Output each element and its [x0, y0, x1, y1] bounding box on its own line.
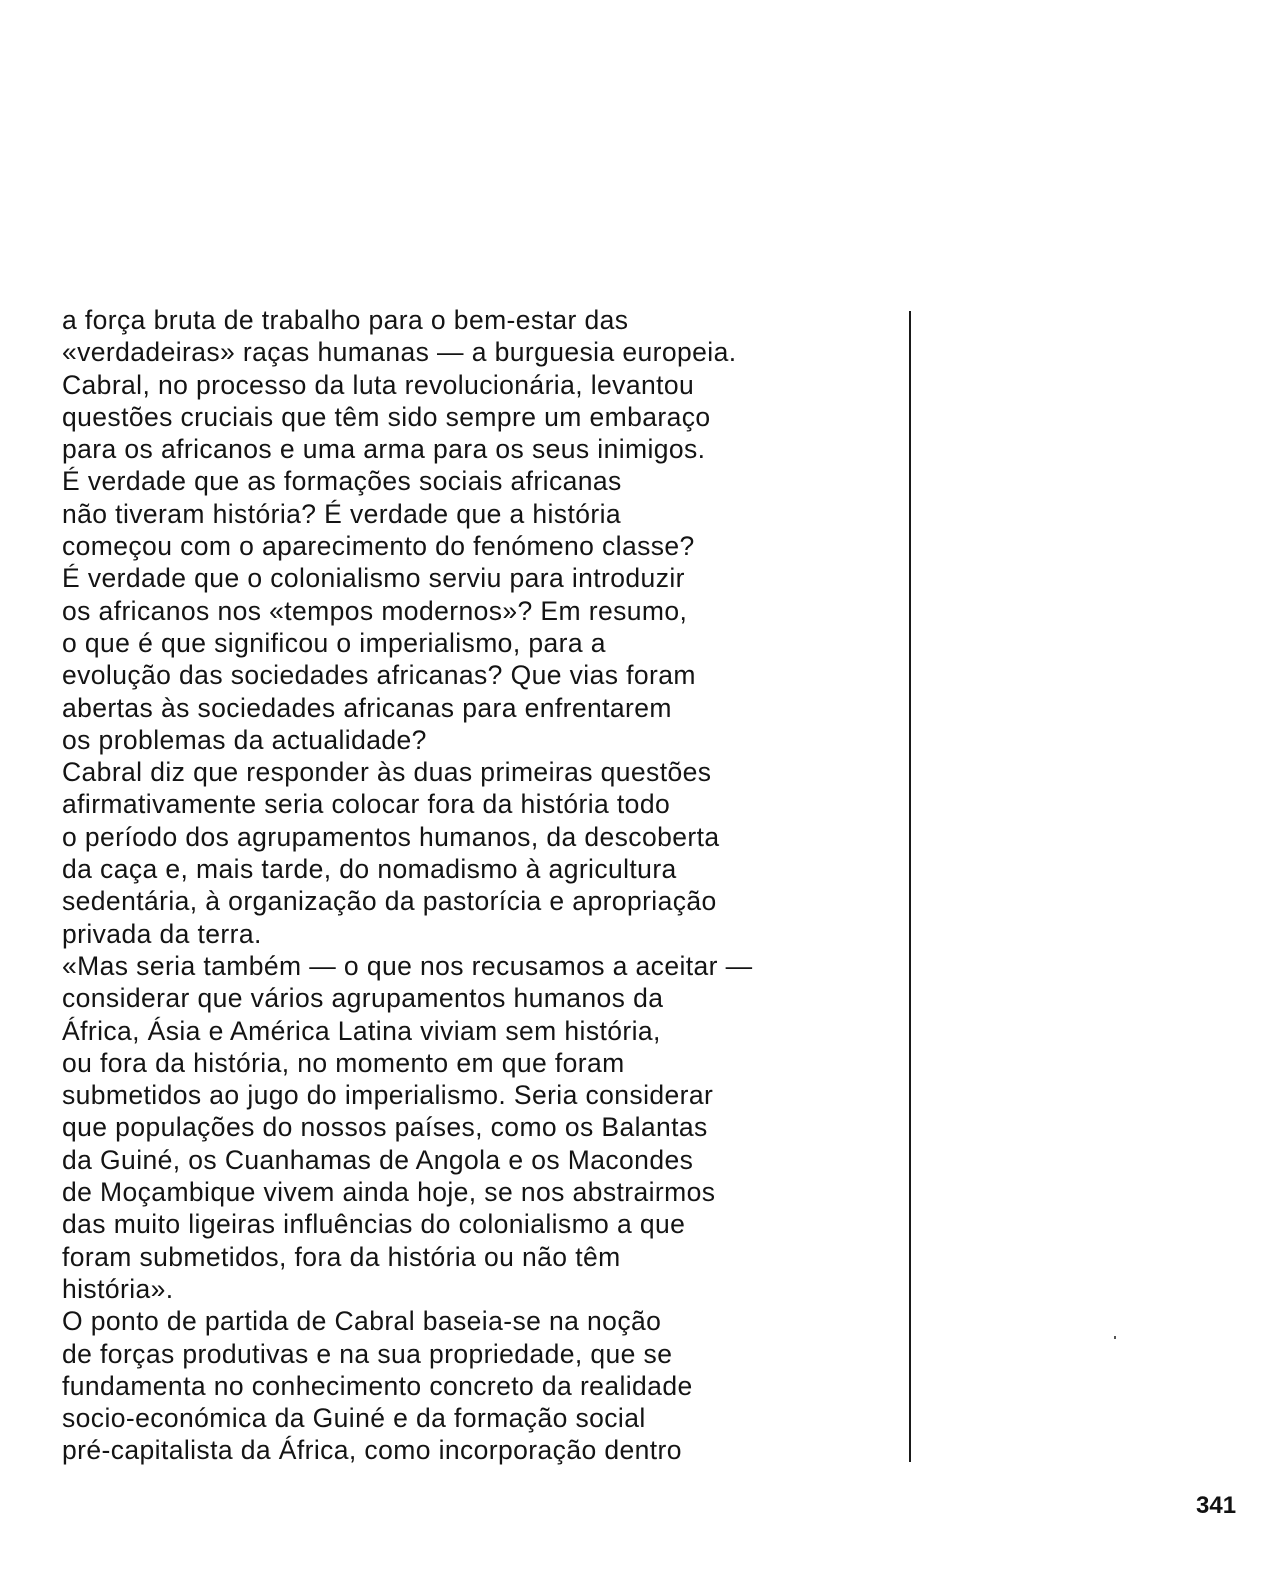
text-line: considerar que vários agrupamentos humanos da [62, 983, 664, 1014]
text-line: África, Ásia e América Latina viviam sem história, [62, 1015, 661, 1046]
text-line: abertas às sociedades africanas para enfrentarem [62, 692, 672, 723]
text-line: «verdadeiras» raças humanas — a burguesia europeia. [62, 337, 737, 368]
text-line: evolução das sociedades africanas? Que vias foram [62, 660, 696, 691]
text-line: da Guiné, os Cuanhamas de Angola e os Macondes [62, 1144, 694, 1175]
text-line: não tiveram história? É verdade que a história [62, 498, 622, 529]
text-line: «Mas seria também — o que nos recusamos a aceitar — [62, 950, 753, 981]
text-line: para os africanos e uma arma para os seus inimigos. [62, 434, 706, 465]
page-number: 341 [1196, 1492, 1237, 1519]
scan-speck [1114, 1336, 1116, 1339]
body-text [62, 304, 902, 1467]
text-line: É verdade que o colonialismo serviu para introduzir [62, 563, 685, 594]
text-line: pré-capitalista da África, como incorporação dentro [62, 1435, 682, 1466]
text-line: da caça e, mais tarde, do nomadismo à agricultura [62, 854, 677, 885]
text-line: fundamenta no conhecimento concreto da realidade [62, 1370, 693, 1401]
text-line: foram submetidos, fora da história ou não têm [62, 1241, 621, 1272]
text-line: o período dos agrupamentos humanos, da descoberta [62, 821, 720, 852]
text-line: privada da terra. [62, 918, 262, 949]
text-line: das muito ligeiras influências do colonialismo a que [62, 1209, 686, 1240]
text-line: Cabral diz que responder às duas primeiras questões [62, 757, 712, 788]
text-line: os problemas da actualidade? [62, 724, 427, 755]
text-line: questões cruciais que têm sido sempre um embaraço [62, 401, 711, 432]
text-line: a força bruta de trabalho para o bem-estar das [62, 305, 629, 335]
text-line: ou fora da história, no momento em que foram [62, 1047, 625, 1078]
text-line: que populações do nossos países, como os Balantas [62, 1112, 708, 1143]
text-line: afirmativamente seria colocar fora da história todo [62, 789, 671, 820]
text-line: história». [62, 1273, 174, 1304]
text-line: submetidos ao jugo do imperialismo. Seria considerar [62, 1080, 714, 1111]
text-line: de Moçambique vivem ainda hoje, se nos abstrairmos [62, 1177, 716, 1208]
text-line: o que é que significou o imperialismo, para a [62, 627, 606, 658]
text-line: começou com o aparecimento do fenómeno classe? [62, 531, 695, 562]
text-line: Cabral, no processo da luta revolucionária, levantou [62, 369, 695, 400]
text-line: O ponto de partida de Cabral baseia-se na noção [62, 1306, 662, 1337]
text-line: de forças produtivas e na sua propriedade, que se [62, 1338, 673, 1369]
text-line: sedentária, à organização da pastorícia e apropriação [62, 886, 717, 917]
text-line: socio-económica da Guiné e da formação social [62, 1403, 646, 1434]
text-line: os africanos nos «tempos modernos»? Em resumo, [62, 595, 688, 626]
text-line: É verdade que as formações sociais africanas [62, 466, 622, 497]
margin-rule [909, 311, 911, 1462]
